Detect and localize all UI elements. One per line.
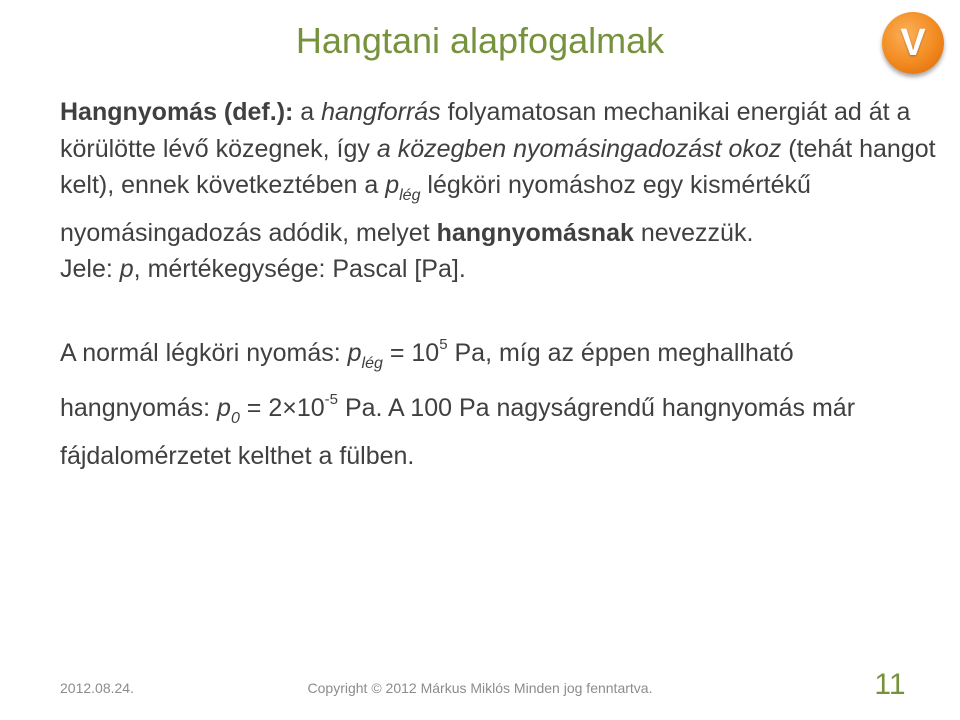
- text-span: a: [293, 98, 322, 126]
- symbol-p: p: [119, 255, 134, 283]
- text-span: Jele:: [60, 255, 120, 283]
- definition-term: Hangnyomás (def.):: [60, 98, 294, 126]
- page-number: 11: [874, 668, 906, 701]
- symbol-p: p: [385, 171, 400, 199]
- text-span: folyamatosan mechanikai energiát ad át a körülötte lévő közegnek, így: [60, 98, 911, 163]
- logo-badge: [882, 12, 944, 74]
- slide-title: Hangtani alapfogalmak: [295, 20, 665, 61]
- text-span: A normál légköri nyomás:: [60, 338, 348, 367]
- symbol-paragraph: [60, 251, 940, 288]
- text-span: (tehát hangot kelt), ennek következtében a: [60, 134, 936, 199]
- text-span: = 10: [382, 338, 440, 367]
- italic-span: a közegben nyomásingadozást okoz: [376, 134, 782, 163]
- text-span: , mértékegysége: Pascal [Pa].: [133, 255, 466, 283]
- text-span: nevezzük.: [633, 218, 754, 247]
- subscript: lég: [399, 187, 421, 204]
- logo-letter: V: [900, 21, 926, 64]
- slide-body: [60, 94, 940, 474]
- text-span: légköri nyomáshoz egy kismértékű nyomásingadozás adódik, melyet: [60, 171, 811, 247]
- italic-span: hangforrás: [321, 98, 441, 126]
- subscript: 0: [230, 410, 240, 427]
- symbol-p: p: [217, 394, 231, 422]
- text-span: = 2×10: [239, 394, 325, 422]
- footer-date: 2012.08.24.: [60, 680, 134, 696]
- footer-copyright: Copyright © 2012 Márkus Miklós Minden jog fenntartva.: [307, 680, 653, 696]
- text-span: Pa. A 100 Pa nagyságrendű hangnyomás már fájdalomérzetet kelthet a fülben.: [60, 394, 856, 470]
- text-span: Pa, míg az éppen meghallható hangnyomás:: [60, 338, 794, 422]
- subscript: lég: [361, 354, 383, 372]
- pressure-values-paragraph: [60, 327, 940, 475]
- superscript: 5: [439, 335, 448, 353]
- bold-span: hangnyomásnak: [436, 218, 634, 247]
- definition-paragraph: [60, 94, 940, 251]
- symbol-p: p: [347, 338, 362, 367]
- superscript: -5: [324, 391, 339, 408]
